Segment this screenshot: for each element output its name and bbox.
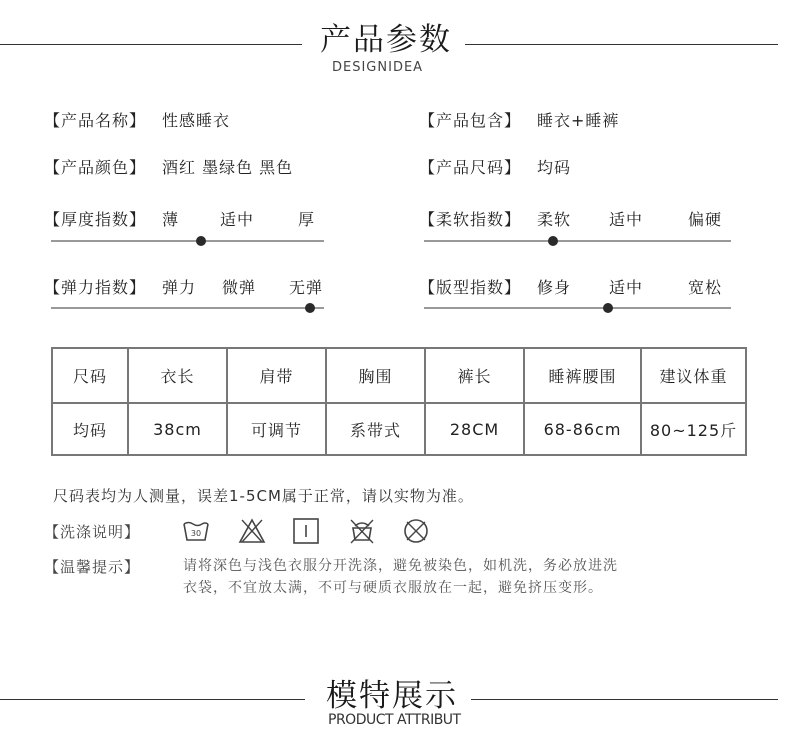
product-name-label: 【产品名称】 xyxy=(44,111,147,130)
thickness-label: 【厚度指数】 xyxy=(44,210,147,229)
model-section-title: 模特展示 xyxy=(326,678,458,714)
table-header-row xyxy=(52,348,746,403)
hand-wash-30-icon xyxy=(181,516,211,546)
softness-label: 【柔软指数】 xyxy=(419,210,522,229)
tips-label: 【温馨提示】 xyxy=(44,558,141,576)
product-name-value: 性感睡衣 xyxy=(162,111,231,130)
product-package-value: 睡衣+睡裤 xyxy=(537,111,620,130)
table-cell: 28CM xyxy=(425,403,524,455)
table-header-cell: 肩带 xyxy=(227,348,326,403)
table-header-cell: 裤长 xyxy=(425,348,524,403)
no-bleach-icon xyxy=(237,516,267,546)
softness-scale-marker xyxy=(548,236,558,246)
fit-option-medium: 适中 xyxy=(609,278,644,297)
title-divider-left xyxy=(0,44,302,45)
elasticity-label: 【弹力指数】 xyxy=(44,278,147,297)
elasticity-option-slight: 微弹 xyxy=(222,278,257,297)
table-header-cell: 尺码 xyxy=(52,348,128,403)
thickness-option-thin: 薄 xyxy=(162,210,180,229)
product-size-value: 均码 xyxy=(537,158,572,177)
softness-option-medium: 适中 xyxy=(609,210,644,229)
fit-option-slim: 修身 xyxy=(537,278,572,297)
elasticity-option-none: 无弹 xyxy=(289,278,324,297)
softness-option-hard: 偏硬 xyxy=(688,210,723,229)
table-cell: 68-86cm xyxy=(524,403,641,455)
wash-temperature: 30 xyxy=(190,529,202,538)
measurement-note: 尺码表均为人测量，误差1-5CM属于正常，请以实物为准。 xyxy=(53,487,474,505)
model-section-subtitle: PRODUCT ATTRIBUT xyxy=(328,712,461,728)
product-package-label: 【产品包含】 xyxy=(419,111,522,130)
table-header-cell: 睡裤腰围 xyxy=(524,348,641,403)
fit-scale-track xyxy=(424,307,731,309)
tips-text-line1: 请将深色与浅色衣服分开洗涤，避免被染色，如机洗，务必放进洗 xyxy=(183,558,618,574)
no-tumble-dry-icon xyxy=(347,516,377,546)
softness-scale-track xyxy=(424,240,731,242)
table-header-cell: 建议体重 xyxy=(641,348,746,403)
product-size-label: 【产品尺码】 xyxy=(419,158,522,177)
thickness-option-medium: 适中 xyxy=(220,210,255,229)
fit-option-loose: 宽松 xyxy=(688,278,723,297)
table-cell: 系带式 xyxy=(326,403,425,455)
softness-option-soft: 柔软 xyxy=(537,210,572,229)
elasticity-option-stretch: 弹力 xyxy=(162,278,197,297)
table-header-cell: 衣长 xyxy=(128,348,227,403)
model-title-divider-right xyxy=(471,699,778,700)
section-subtitle: DESIGNIDEA xyxy=(332,60,424,75)
product-color-label: 【产品颜色】 xyxy=(44,158,147,177)
no-dry-clean-icon xyxy=(401,516,431,546)
size-table xyxy=(51,347,747,456)
thickness-scale-marker xyxy=(196,236,206,246)
iron-low-icon xyxy=(291,516,321,546)
fit-scale-marker xyxy=(603,303,613,313)
table-cell: 38cm xyxy=(128,403,227,455)
elasticity-scale-marker xyxy=(305,303,315,313)
title-divider-right xyxy=(465,44,778,45)
table-header-cell: 胸围 xyxy=(326,348,425,403)
tips-text-line2: 衣袋，不宜放太满，不可与硬质衣服放在一起，避免挤压变形。 xyxy=(183,580,603,596)
table-row xyxy=(52,403,746,455)
thickness-scale-track xyxy=(51,240,324,242)
section-title: 产品参数 xyxy=(320,22,452,58)
care-instructions-label: 【洗涤说明】 xyxy=(44,523,141,541)
fit-label: 【版型指数】 xyxy=(419,278,522,297)
thickness-option-thick: 厚 xyxy=(298,210,316,229)
elasticity-scale-track xyxy=(51,307,324,309)
table-cell: 均码 xyxy=(52,403,128,455)
model-title-divider-left xyxy=(0,699,305,700)
table-cell: 80~125斤 xyxy=(641,403,746,455)
product-color-value: 酒红 墨绿色 黑色 xyxy=(162,158,294,177)
table-cell: 可调节 xyxy=(227,403,326,455)
